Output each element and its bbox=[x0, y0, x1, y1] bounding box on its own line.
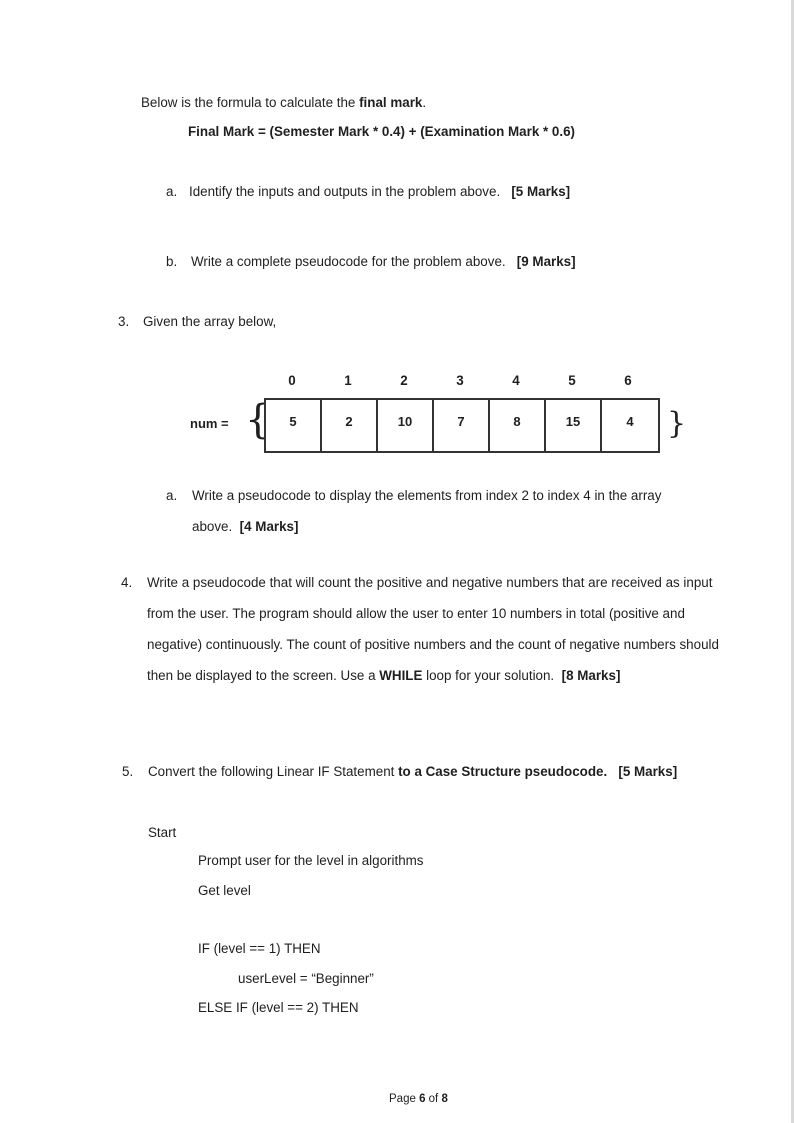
question-text: Write a pseudocode to display the elements from index 2 to index 4 in the array bbox=[192, 488, 662, 503]
marks: [9 Marks] bbox=[516, 254, 576, 269]
array-index: 5 bbox=[568, 373, 576, 388]
code-line: Start bbox=[148, 825, 177, 840]
intro-line bbox=[141, 95, 426, 110]
array-label: num = bbox=[190, 416, 229, 431]
intro-text: Below is the formula to calculate the bbox=[141, 95, 360, 110]
code-line: userLevel = “Beginner” bbox=[238, 971, 374, 986]
question-text: Identify the inputs and outputs in the problem above. bbox=[189, 184, 501, 199]
array-cell: 15 bbox=[544, 398, 602, 453]
question-number-4: 4. bbox=[121, 575, 133, 590]
code-line: Prompt user for the level in algorithms bbox=[198, 853, 424, 868]
marks: [5 Marks] bbox=[618, 764, 678, 779]
of-word: of bbox=[425, 1093, 442, 1105]
question-bold: to a Case Structure pseudocode. bbox=[398, 764, 608, 779]
question-text: Write a pseudocode that will count the positive and negative numbers that are received as input from the user. The program should allow the user to enter 10 numbers in total (positive and negative) continuously. The count of positive numbers and the count of negative numbers should then be displayed to the screen. Use a bbox=[147, 575, 719, 683]
question-4 bbox=[147, 567, 727, 691]
marks: [4 Marks] bbox=[239, 519, 299, 534]
array-cell: 8 bbox=[488, 398, 546, 453]
code-line: ELSE IF (level == 2) THEN bbox=[198, 1000, 359, 1015]
question-2a bbox=[166, 184, 570, 199]
intro-end: . bbox=[422, 95, 427, 110]
right-brace: } bbox=[667, 406, 687, 441]
array-cell: 2 bbox=[320, 398, 378, 453]
intro-bold: final mark bbox=[359, 95, 423, 110]
page-footer bbox=[389, 1093, 448, 1105]
page-word: Page bbox=[389, 1093, 420, 1105]
question-letter: a. bbox=[166, 488, 178, 503]
question-letter: b. bbox=[166, 254, 178, 269]
marks: [5 Marks] bbox=[511, 184, 571, 199]
page-number: 6 bbox=[419, 1093, 426, 1105]
code-line: Get level bbox=[198, 883, 251, 898]
array-cell: 5 bbox=[264, 398, 322, 453]
page-total: 8 bbox=[441, 1093, 448, 1105]
array-cell: 10 bbox=[376, 398, 434, 453]
question-letter: a. bbox=[166, 184, 178, 199]
formula: Final Mark = (Semester Mark * 0.4) + (Examination Mark * 0.6) bbox=[188, 124, 575, 139]
array-cell: 4 bbox=[600, 398, 660, 453]
question-number: 5. bbox=[122, 764, 134, 779]
array-index: 1 bbox=[344, 373, 352, 388]
marks: [8 Marks] bbox=[561, 668, 621, 683]
array-index: 2 bbox=[400, 373, 408, 388]
array-index: 4 bbox=[512, 373, 520, 388]
keyword-while: WHILE bbox=[379, 668, 423, 683]
question-text: Write a complete pseudocode for the problem above. bbox=[191, 254, 506, 269]
question-text-end: loop for your solution. bbox=[422, 668, 555, 683]
left-brace: { bbox=[245, 397, 271, 443]
question-number: 3. bbox=[118, 314, 130, 329]
question-3a bbox=[166, 488, 661, 503]
question-2b bbox=[166, 254, 576, 269]
array-cell: 7 bbox=[432, 398, 490, 453]
question-text: above. bbox=[192, 519, 233, 534]
array-index: 6 bbox=[624, 373, 632, 388]
question-text: Given the array below, bbox=[143, 314, 277, 329]
question-5 bbox=[122, 764, 677, 779]
question-text: Convert the following Linear IF Statement bbox=[148, 764, 399, 779]
question-3 bbox=[118, 314, 276, 329]
array-index: 3 bbox=[456, 373, 464, 388]
question-3a-cont bbox=[192, 519, 298, 534]
array-index: 0 bbox=[288, 373, 296, 388]
code-line: IF (level == 1) THEN bbox=[198, 941, 321, 956]
